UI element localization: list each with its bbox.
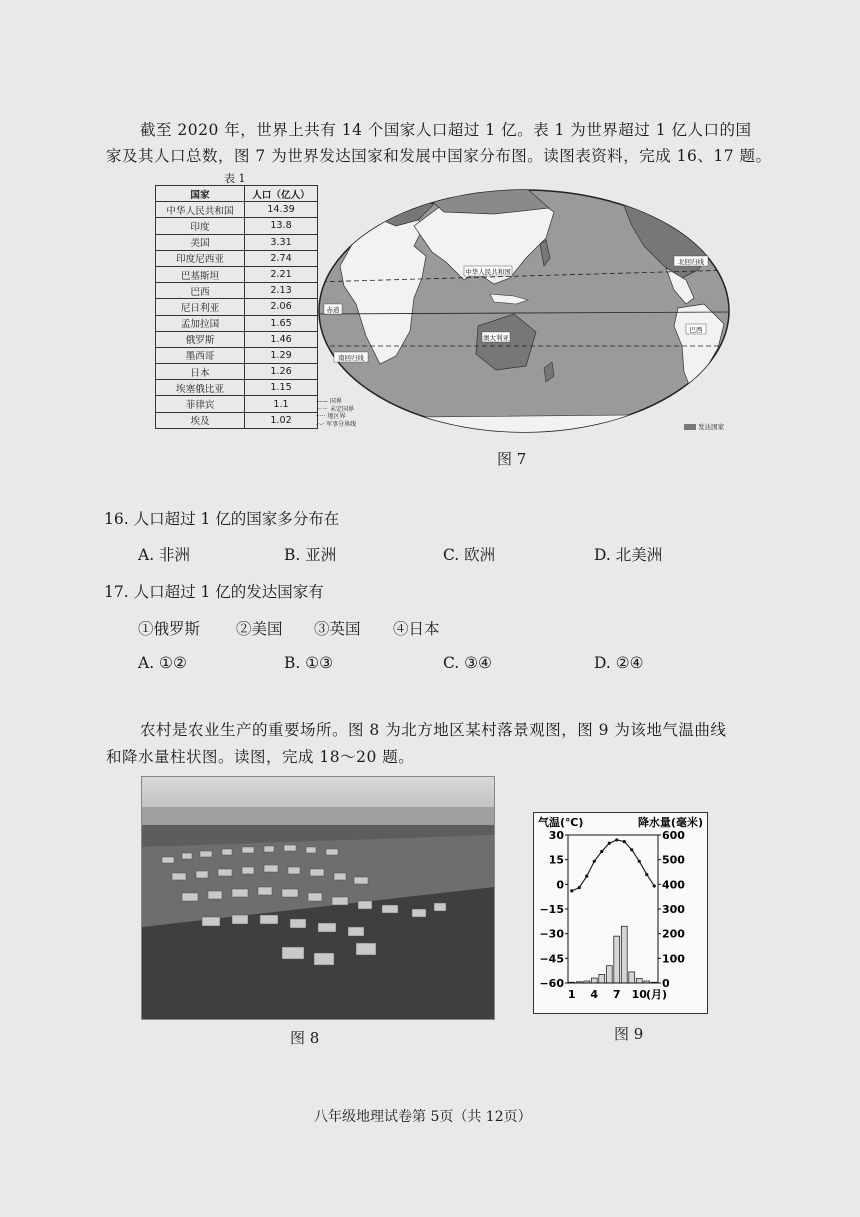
- table-cell-country: 美国: [156, 234, 245, 250]
- climate-left-axis-label: 气温(℃): [538, 816, 584, 829]
- legend-military-line: -·-· 军事分界线: [316, 420, 357, 428]
- temp-point: [570, 889, 573, 892]
- legend-undefined-border: －－ 未定国界: [316, 405, 354, 413]
- temp-point: [585, 875, 588, 878]
- x-tick-label: 4: [590, 988, 599, 1001]
- q17-option-a[interactable]: A. ①②: [138, 654, 187, 672]
- q17-item-4: ④日本: [393, 620, 440, 638]
- temp-point: [615, 838, 618, 841]
- table-cell-country: 埃塞俄比亚: [156, 380, 245, 396]
- village-photo: [141, 776, 495, 1020]
- table-row: [156, 315, 318, 331]
- q17-option-d[interactable]: D. ②④: [594, 654, 644, 672]
- table-row: [156, 396, 318, 412]
- table-cell-population: 2.21: [245, 266, 318, 282]
- temp-point: [593, 860, 596, 863]
- q16-option-a[interactable]: A. 非洲: [138, 546, 191, 564]
- table-row: [156, 299, 318, 315]
- table-row: [156, 218, 318, 234]
- precip-bar: [606, 966, 612, 983]
- climate-x-unit: (月): [646, 988, 668, 1001]
- temp-point: [653, 884, 656, 887]
- table-row: [156, 202, 318, 218]
- precip-bar: [614, 936, 620, 983]
- left-tick-label: 0: [556, 878, 564, 892]
- table-row: [156, 364, 318, 380]
- page-footer: 八年级地理试卷第 5页（共 12页）: [314, 1109, 532, 1125]
- climate-right-ticks: [658, 829, 685, 990]
- table-cell-country: 日本: [156, 364, 245, 380]
- question-16-stem: 16. 人口超过 1 亿的国家多分布在: [104, 510, 340, 528]
- table-row: [156, 331, 318, 347]
- question-17-stem: 17. 人口超过 1 亿的发达国家有: [104, 583, 324, 601]
- table-row: [156, 266, 318, 282]
- table-cell-country: 巴基斯坦: [156, 266, 245, 282]
- table-cell-country: 菲律宾: [156, 396, 245, 412]
- right-tick-label: 100: [662, 952, 685, 966]
- climate-x-ticks: [568, 988, 647, 1001]
- table-cell-population: 1.65: [245, 315, 318, 331]
- right-tick-label: 0: [662, 977, 670, 990]
- table-cell-population: 1.29: [245, 347, 318, 363]
- table-cell-population: 1.15: [245, 380, 318, 396]
- left-tick-label: 15: [548, 853, 564, 867]
- table-cell-country: 印度: [156, 218, 245, 234]
- temp-point: [638, 860, 641, 863]
- right-tick-label: 300: [662, 903, 685, 916]
- table-cell-country: 巴西: [156, 283, 245, 299]
- map-legend-developed: 发达国家: [684, 422, 724, 431]
- x-tick-label: 10: [631, 988, 647, 1001]
- climate-precip-bars: [569, 926, 657, 983]
- q17-option-c[interactable]: C. ③④: [443, 654, 492, 672]
- temp-point: [645, 873, 648, 876]
- intro2-line-2: 和降水量柱状图。读图，完成 18～20 题。: [106, 748, 415, 766]
- table-cell-population: 1.26: [245, 364, 318, 380]
- map-label-china: 中华人民共和国: [465, 268, 511, 276]
- legend-region-border: ····· 地区界: [316, 413, 346, 420]
- left-tick-label: −45: [539, 952, 564, 966]
- table-cell-country: 尼日利亚: [156, 299, 245, 315]
- map-legend-lines: [316, 398, 356, 428]
- table-cell-population: 2.13: [245, 283, 318, 299]
- table-cell-population: 2.74: [245, 250, 318, 266]
- q16-option-d[interactable]: D. 北美洲: [594, 546, 663, 564]
- legend-border: —— 国界: [316, 398, 342, 405]
- table-cell-country: 俄罗斯: [156, 331, 245, 347]
- left-tick-label: −60: [539, 977, 564, 990]
- precip-bar: [591, 978, 597, 983]
- table-cell-population: 14.39: [245, 202, 318, 218]
- table-cell-population: 2.06: [245, 299, 318, 315]
- intro-line-1: 截至 2020 年，世界上共有 14 个国家人口超过 1 亿。表 1 为世界超过 1 亿人口的国: [140, 121, 752, 139]
- world-map: [314, 186, 734, 436]
- temp-point: [578, 886, 581, 889]
- map-label-equator: 赤道: [326, 306, 340, 314]
- left-tick-label: 30: [548, 829, 564, 842]
- table-header-population: 人口（亿人）: [245, 186, 318, 202]
- x-tick-label: 1: [567, 988, 576, 1001]
- q17-item-2: ②美国: [236, 620, 283, 638]
- table-header-country: 国家: [156, 186, 245, 202]
- table-row: [156, 347, 318, 363]
- right-tick-label: 500: [662, 853, 685, 867]
- table-cell-country: 中华人民共和国: [156, 202, 245, 218]
- population-table: [155, 185, 318, 429]
- left-tick-label: −15: [539, 903, 564, 916]
- climate-plot-frame: [568, 835, 658, 983]
- intro-line-2: 家及其人口总数，图 7 为世界发达国家和发展中国家分布图。读图表资料，完成 16、17 题。: [106, 147, 772, 165]
- x-tick-label: 7: [612, 988, 621, 1001]
- map-label-north-tropic: 北回归线: [678, 258, 704, 266]
- precip-bar: [636, 979, 642, 983]
- q17-item-1: ①俄罗斯: [138, 620, 201, 638]
- table-caption: 表 1: [224, 172, 246, 185]
- climate-chart: [533, 812, 708, 1014]
- table-cell-population: 1.1: [245, 396, 318, 412]
- table-cell-country: 印度尼西亚: [156, 250, 245, 266]
- table-cell-population: 3.31: [245, 234, 318, 250]
- figure-7-caption: 图 7: [497, 450, 527, 468]
- temp-point: [630, 848, 633, 851]
- temp-point: [600, 850, 603, 853]
- right-tick-label: 200: [662, 927, 685, 941]
- table-cell-country: 墨西哥: [156, 347, 245, 363]
- q17-item-3: ③英国: [314, 620, 361, 638]
- q16-option-b[interactable]: B. 亚洲: [284, 546, 337, 564]
- table-cell-country: 孟加拉国: [156, 315, 245, 331]
- right-tick-label: 400: [662, 878, 685, 892]
- climate-temperature-line: [572, 840, 655, 891]
- table-cell-population: 1.46: [245, 331, 318, 347]
- map-label-australia: 澳大利亚: [483, 334, 509, 342]
- right-tick-label: 600: [662, 829, 685, 842]
- table-row: [156, 250, 318, 266]
- climate-left-ticks: [539, 829, 568, 990]
- table-row: [156, 234, 318, 250]
- intro2-line-1: 农村是农业生产的重要场所。图 8 为北方地区某村落景观图，图 9 为该地气温曲线: [140, 721, 727, 739]
- left-tick-label: −30: [539, 927, 564, 941]
- climate-temperature-dots: [570, 838, 656, 892]
- table-cell-country: 埃及: [156, 412, 245, 428]
- temp-point: [623, 840, 626, 843]
- q17-option-b[interactable]: B. ①③: [284, 654, 334, 672]
- table-row: [156, 380, 318, 396]
- precip-bar: [629, 972, 635, 983]
- table-row: [156, 412, 318, 428]
- precip-bar: [599, 974, 605, 983]
- q16-option-c[interactable]: C. 欧洲: [443, 546, 496, 564]
- figure-8-caption: 图 8: [290, 1029, 320, 1047]
- temp-point: [608, 842, 611, 845]
- map-label-south-tropic: 南回归线: [338, 354, 364, 362]
- figure-9-caption: 图 9: [614, 1025, 644, 1043]
- map-label-brazil: 巴西: [689, 326, 703, 334]
- climate-right-axis-label: 降水量(毫米): [637, 816, 703, 829]
- table-row: [156, 283, 318, 299]
- table-cell-population: 13.8: [245, 218, 318, 234]
- table-cell-population: 1.02: [245, 412, 318, 428]
- precip-bar: [621, 926, 627, 983]
